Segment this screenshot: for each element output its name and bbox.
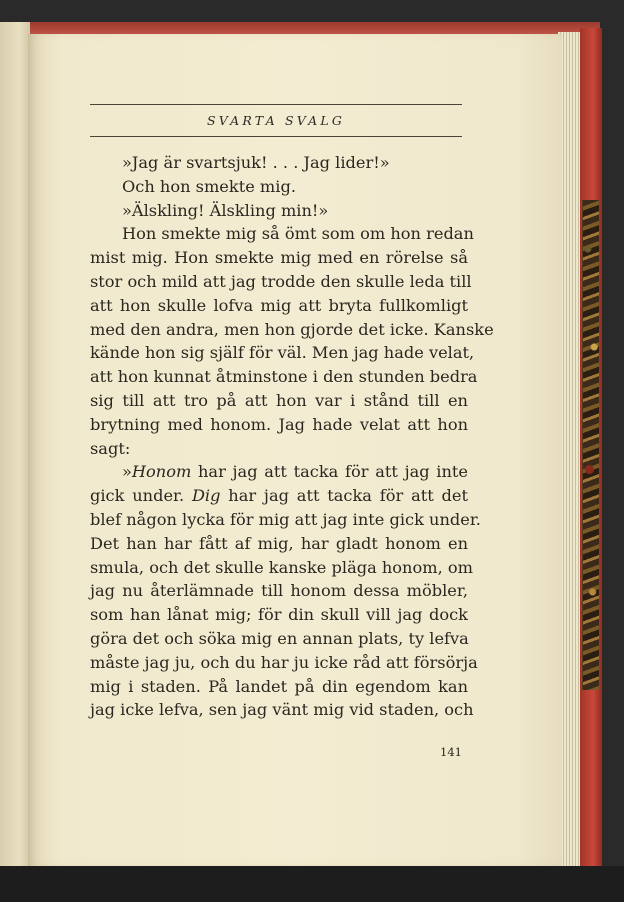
text-line: brytning med honom. Jag hade velat att hon (90, 414, 468, 434)
body-text (90, 151, 494, 722)
text-line: mist mig. Hon smekte mig med en rörelse så (90, 248, 468, 268)
header-rule-top (90, 104, 462, 105)
text-line: att hon kunnat åtminstone i den stunden bedra (90, 367, 478, 387)
text-line: »Jag är svartsjuk! . . . Jag lider!» (122, 153, 390, 172)
text-line: Det han har fått af mig, har gladt honom en (90, 533, 468, 553)
text-line: Hon smekte mig så ömt som om hon redan (122, 224, 474, 244)
text-line: Och hon smekte mig. (122, 176, 296, 196)
page-number: 141 (440, 745, 462, 759)
text-line: stor och mild att jag trodde den skulle leda till (90, 271, 472, 291)
marbled-endpaper (582, 200, 599, 690)
text-line: »Honom har jag att tacka för att jag inte (122, 462, 468, 482)
background-shadow (0, 866, 624, 902)
text-line: smula, och det skulle kanske pläga honom, om (90, 557, 473, 577)
text-line: göra det och söka mig en annan plats, ty lefva (90, 628, 469, 648)
text-line: sig till att tro på att hon var i stånd till en (90, 390, 468, 410)
header-rule-bottom (90, 136, 462, 137)
text-line: »Älskling! Älskling min!» (122, 200, 329, 220)
running-head-title: SVARTA SVALG (206, 113, 346, 128)
running-header (90, 104, 462, 138)
text-line: blef någon lycka för mig att jag inte gick under. (90, 509, 481, 529)
text-line: jag icke lefva, sen jag vänt mig vid staden, och (90, 700, 474, 720)
text-line: sagt: (90, 438, 131, 458)
text-line: jag nu återlämnade till honom dessa möbler, (90, 581, 468, 601)
text-line: att hon skulle lofva mig att bryta fullkomligt (90, 295, 468, 315)
text-line: kände hon sig själf för väl. Men jag hade velat, (90, 343, 475, 363)
text-line: som han lånat mig; för din skull vill jag dock (90, 605, 468, 625)
text-line: gick under. Dig har jag att tacka för att det (90, 486, 468, 506)
text-line: mig i staden. På landet på din egendom kan (90, 676, 468, 696)
text-line: måste jag ju, och du har ju icke råd att försörja (90, 652, 478, 672)
text-line: med den andra, men hon gjorde det icke. Kanske (90, 319, 494, 339)
